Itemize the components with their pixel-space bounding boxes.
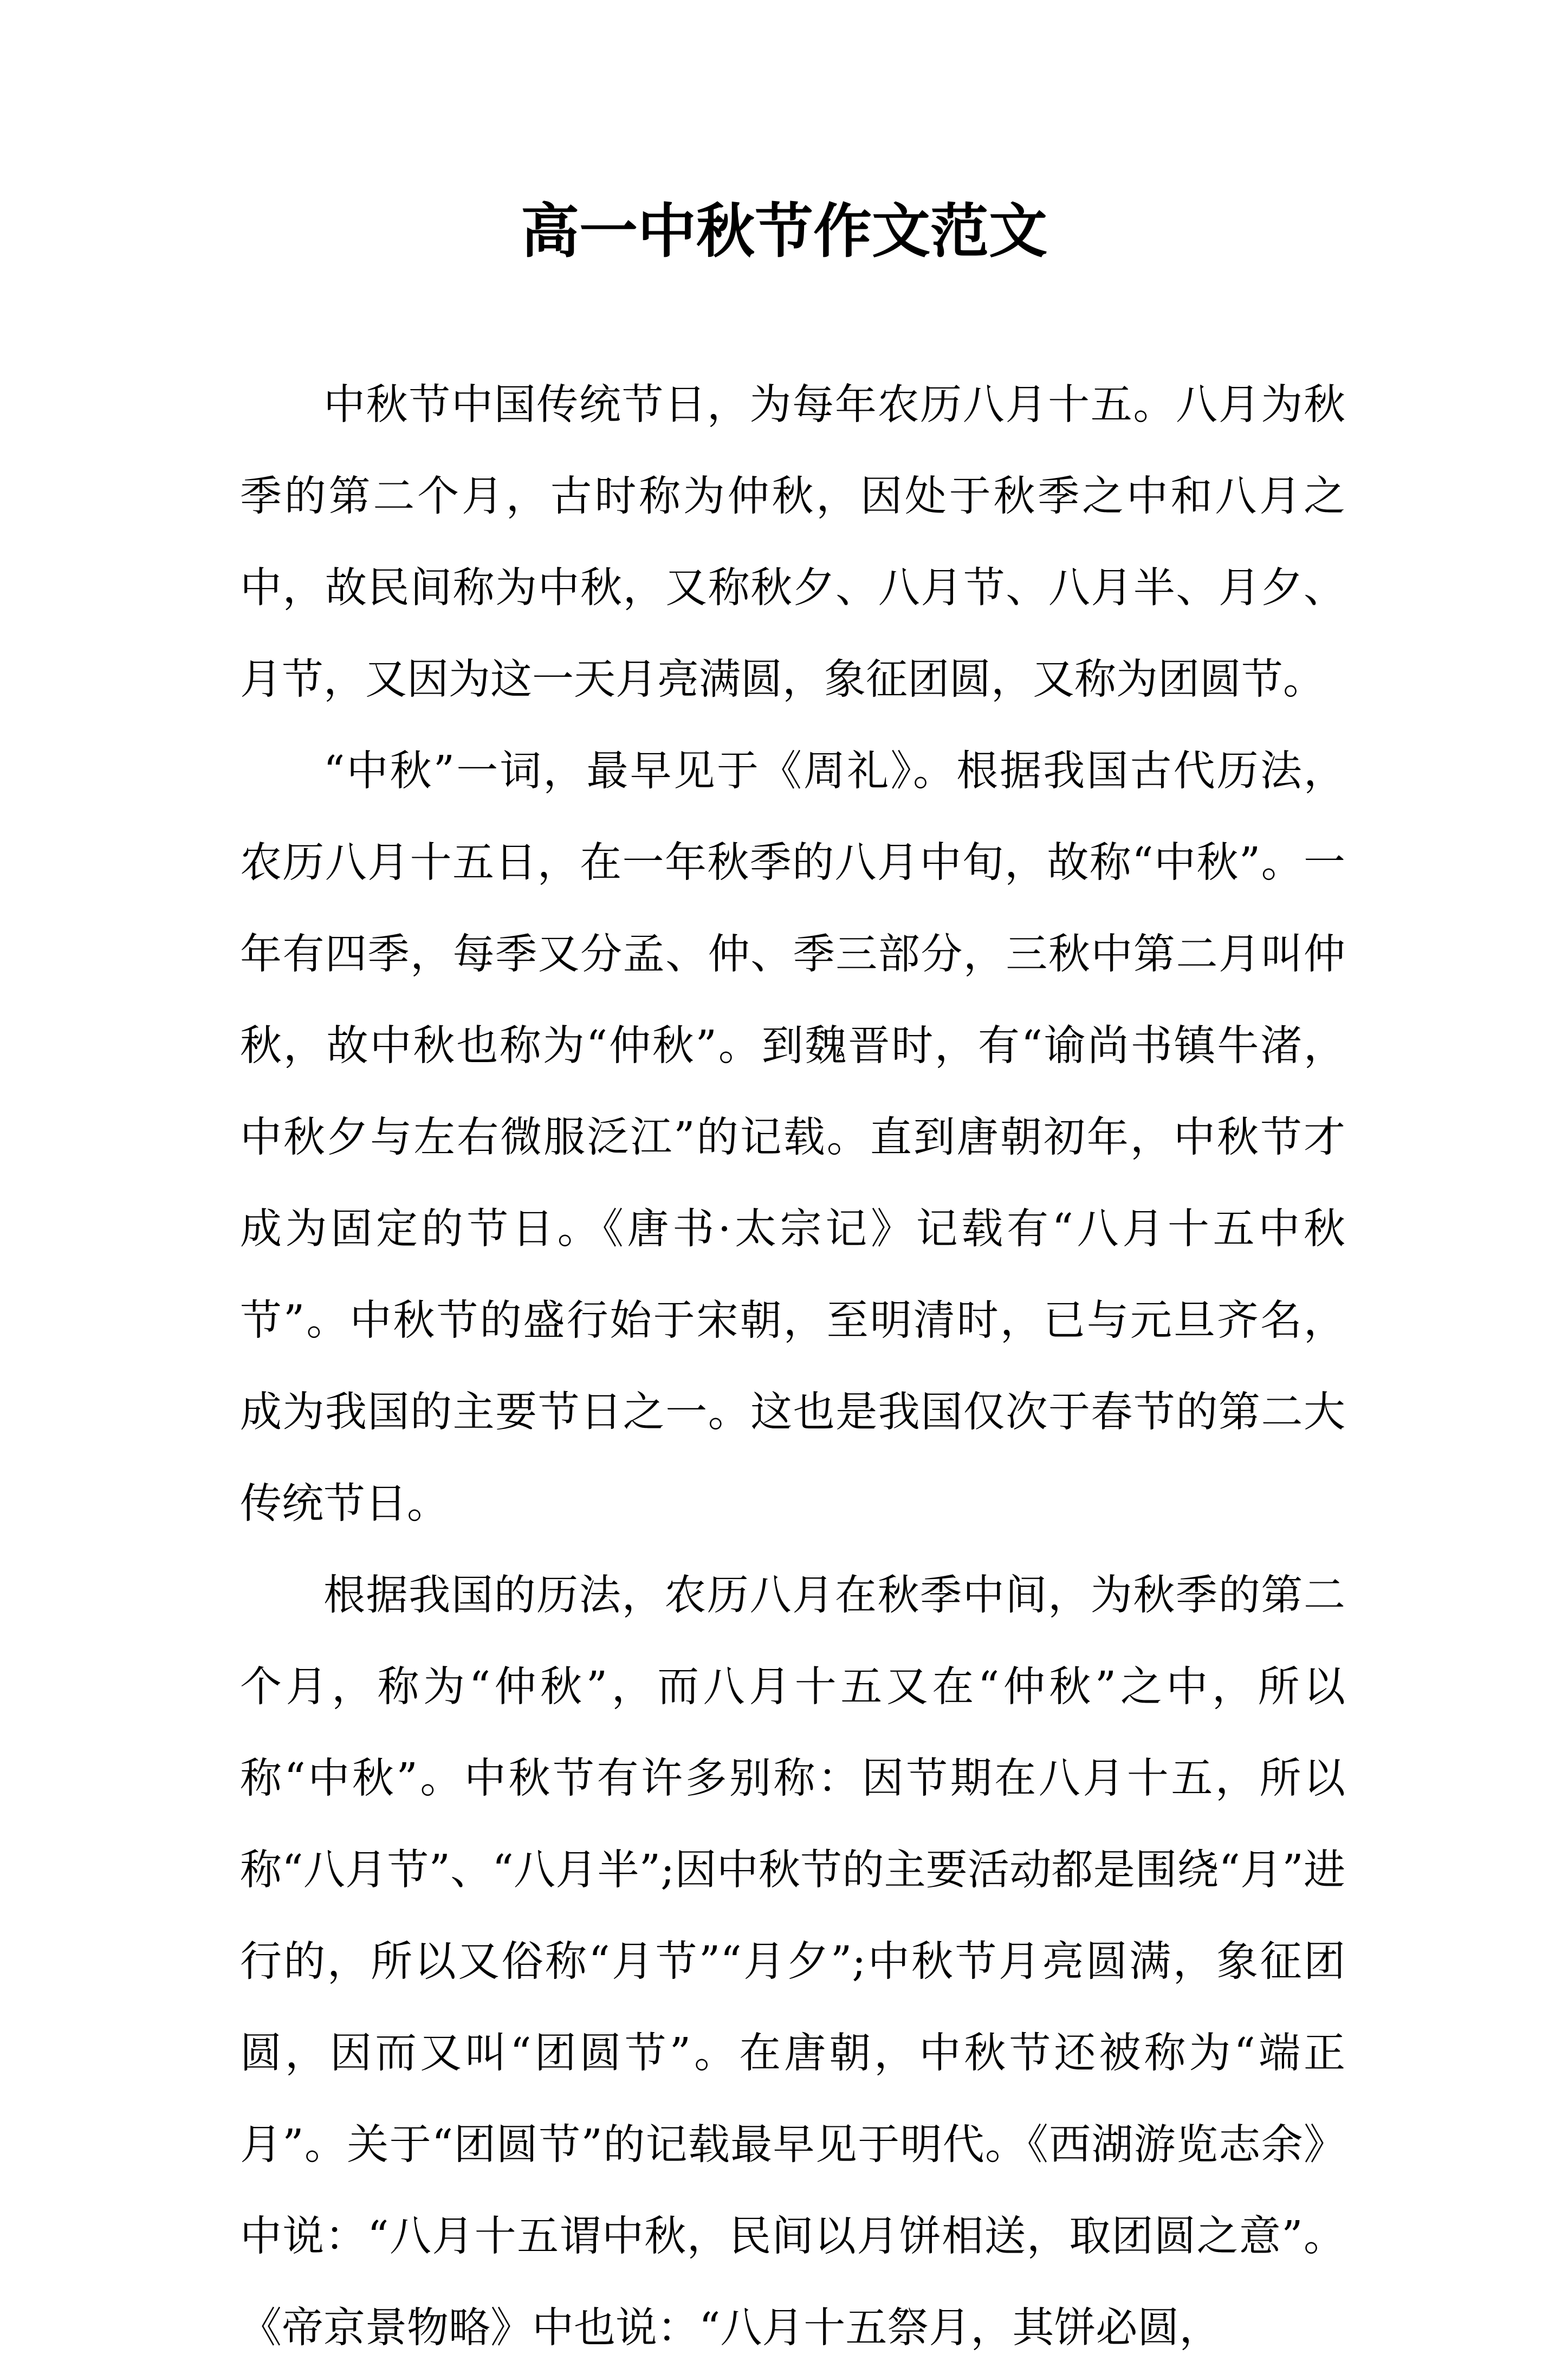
paragraph-2: “中秋”一词，最早见于《周礼》。根据我国古代历法，农历八月十五日，在一年秋季的八月中旬，故称“中秋”。一年有四季，每季又分孟、仲、季三部分，三秋中第二月叫仲秋，故中秋也称为“仲秋”。到魏晋时，有“谕尚书镇牛渚，中秋夕与左右微服泛江”的记载。直到唐朝初年，中秋节才成为固定的节日。《唐书·太宗记》记载有“八月十五中秋节”。中秋节的盛行始于宋朝，至明清时，已与元旦齐名，成为我国的主要节日之一。这也是我国仅次于春节的第二大传统节日。 <box>240 747 1345 1528</box>
paragraph-1: 中秋节中国传统节日，为每年农历八月十五。八月为秋季的第二个月，古时称为仲秋，因处于秋季之中和八月之中，故民间称为中秋，又称秋夕、八月节、八月半、月夕、月节，又因为这一天月亮满圆，象征团圆，又称为团圆节。 <box>240 381 1345 704</box>
document-body <box>240 359 1345 2374</box>
paragraph-3: 根据我国的历法，农历八月在秋季中间，为秋季的第二个月，称为“仲秋”，而八月十五又在“仲秋”之中，所以称“中秋”。中秋节有许多别称：因节期在八月十五，所以称“八月节”、“八月半”;因中秋节的主要活动都是围绕“月”进行的，所以又俗称“月节”“月夕”;中秋节月亮圆满，象征团圆，因而又叫“团圆节”。在唐朝，中秋节还被称为“端正月”。关于“团圆节”的记载最早见于明代。《西湖游览志余》中说：“八月十五谓中秋，民间以月饼相送，取团圆之意”。《帝京景物略》中也说：“八月十五祭月，其饼必圆， <box>240 1571 1345 2352</box>
document-title: 高一中秋节作文范文 <box>520 197 1047 266</box>
